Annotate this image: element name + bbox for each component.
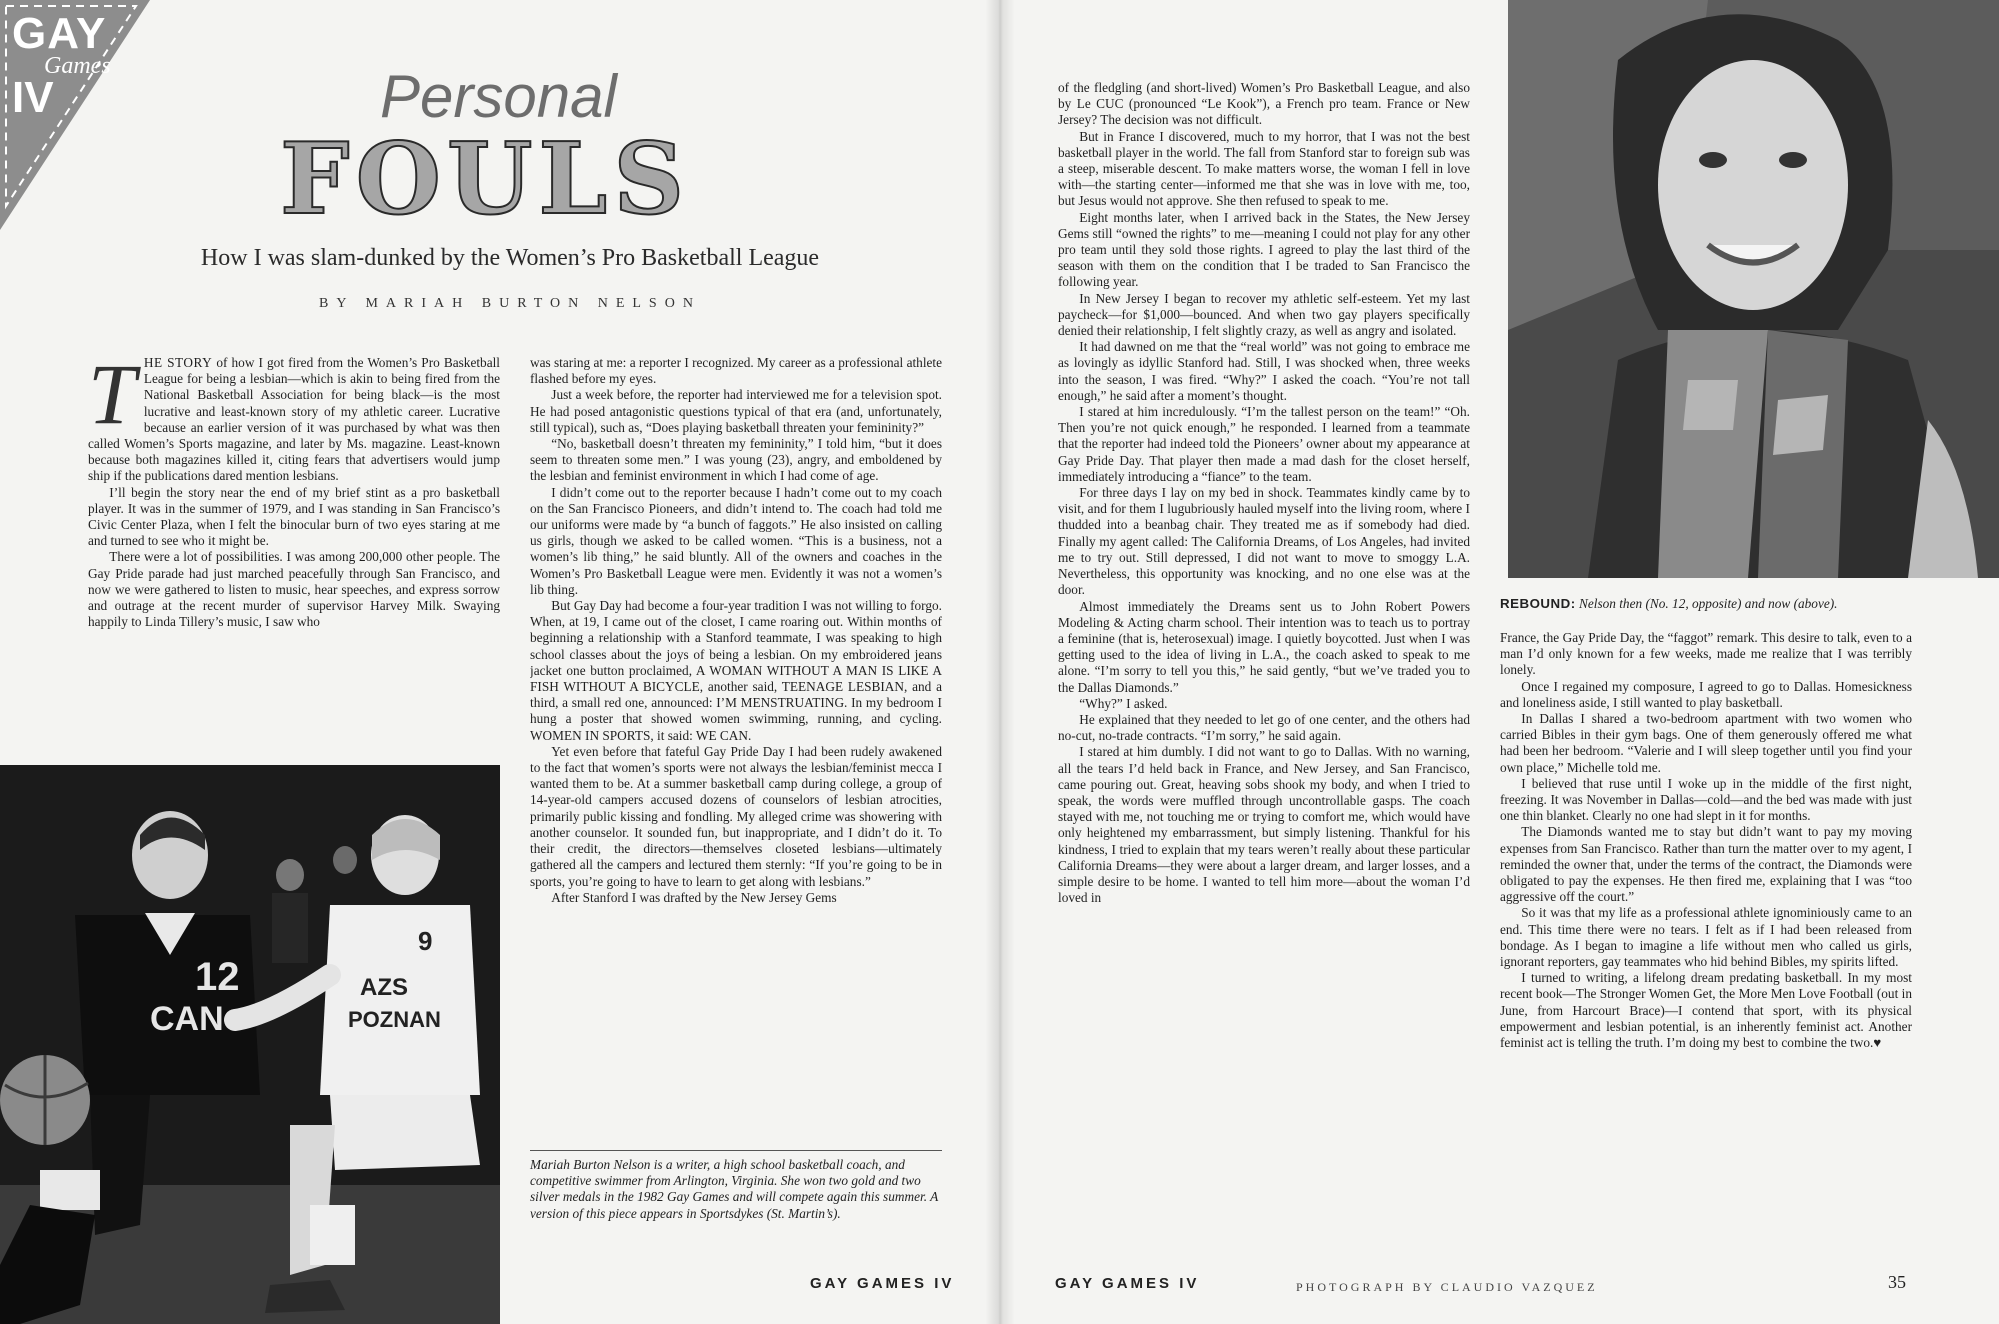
article-paragraph: But Gay Day had become a four-year tradition I was not willing to forgo. When, at 19, I came out of the closet, I came roaring out. Within months of beginning a relationship with a Stanford teammate, I was speaking to high school classes about the joys of being a lesbian. On my embroidered jeans jacket one button proclaimed, A WOMAN WITHOUT A MAN IS LIKE A FISH WITHOUT A BICYCLE, another said, TEENAGE LESBIAN, and a third, a small red one, announced: I’M MENSTRUATING. In my bedroom I hung a poster that showed women swimming, running, and cycling. WOMEN IN SPORTS, it said: WE CAN.: [530, 598, 942, 743]
article-column-3: [1058, 80, 1470, 1240]
article-paragraph: But in France I discovered, much to my horror, that I was not the best basketball player in the world. The fall from Stanford star to foreign sub was a steep, miserable descent. To make matters worse, the woman I fell in love with—the starting center—informed me that she was in love with me, too, but Jesus would not approve. She then refused to speak to me.: [1058, 128, 1470, 209]
light-jersey-number: 9: [418, 926, 433, 956]
article-paragraph: I didn’t come out to the reporter because I hadn’t come out to my coach on the San Francisco Pioneers, and didn’t intend to. The coach had told me our uniforms were made by “a bunch of faggots.” He also insisted on calling us girls, though we asked to be called women. “This is a business, not a women’s lib thing,” he said bluntly. All of the owners and coaches in the Women’s Pro Basketball League were men. Evidently it was not a women’s lib thing.: [530, 484, 942, 597]
article-paragraph: [88, 355, 500, 485]
article-paragraph: The Diamonds wanted me to stay but didn’t want to pay my moving expenses from San Francisco. Rather than turn the matter over to my agent, I reminded the owner that, under the terms of the contract, the Diamonds were obligated to pay the expenses. He then fired me, explaining that I was “too aggressive off the court.”: [1500, 824, 1912, 905]
caption-label: REBOUND:: [1500, 596, 1576, 611]
article-paragraph: of the fledgling (and short-lived) Women’s Pro Basketball League, and also by Le CUC (pronounced “Le Kook”), a French pro team. France or New Jersey? The decision was not difficult.: [1058, 80, 1470, 128]
article-column-2: [530, 355, 942, 1155]
lead-in: HE STORY: [143, 355, 213, 370]
article-paragraph: In Dallas I shared a two-bedroom apartment with two women who carried Bibles in their gym bags. One of them generously offered me what had been her bedroom. “Valerie and I will sleep together until you find your own place,” Michelle told me.: [1500, 711, 1912, 775]
article-paragraph: Eight months later, when I arrived back in the States, the New Jersey Gems still “owned the rights” to me—meaning I could not play for any other pro team until they sold those rights. I agreed to play the last third of the season with them on the condition that I be traded to San Francisco the following year.: [1058, 209, 1470, 290]
footer-left-magazine-name: GAY GAMES IV: [810, 1275, 955, 1292]
article-paragraph: In New Jersey I began to recover my athletic self-esteem. Yet my last paycheck—for $1,000—bounced. And when two gay players specifically denied their relationship, I felt slightly crazy, as well as angry and isolated.: [1058, 290, 1470, 339]
article-paragraph: It had dawned on me that the “real world” was not going to embrace me as lovingly as idyllic Stanford had. Still, I was shocked when, three weeks into the season, I was fired. “Why?” I asked the coach. “You’re not tall enough,” he said after a moment’s thought.: [1058, 339, 1470, 403]
headline-title: FOULS: [280, 122, 691, 237]
light-jersey-text-2: POZNAN: [348, 1007, 441, 1032]
article-paragraph: Once I regained my composure, I agreed to go to Dallas. Homesickness and loneliness aside, I still wanted to play basketball.: [1500, 678, 1912, 710]
article-paragraph: For three days I lay on my bed in shock. Teammates kindly came by to visit, and for them I lugubriously hauled myself into the living room, where I thudded into a beanbag chair. They treated me as if somebody had died. Finally my agent called: The California Dreams, of Los Angeles, had invited me to try out. Still depressed, I did not want to move to smoggy L.A. Nevertheless, this opportunity was knocking, and no one else was at the door.: [1058, 485, 1470, 598]
light-jersey-text-1: AZS: [360, 974, 408, 1001]
dark-jersey-text: CAN: [150, 1000, 224, 1038]
article-paragraph: I stared at him incredulously. “I’m the tallest person on the team!” “Oh. Then you’re not quick enough,” he responded. I learned from a teammate that the reporter had indeed told the Pioneers’ owner about my appearance at Gay Pride Day. That player then made a mad dash for the closet herself, immediately introducing a “fiance” to the team.: [1058, 404, 1470, 484]
article-paragraph: I turned to writing, a lifelong dream predating basketball. In my most recent book—The Stronger Women Get, the More Men Love Football (out in June, from Harcourt Brace)—I contend that sport, with its physical empowerment and lesbian potential, is an inherently feminist act. Another feminist act is telling the truth. I’m doing my best to combine the two.♥: [1500, 970, 1912, 1051]
corner-line-games: Games: [44, 53, 111, 79]
corner-line-gay: GAY: [12, 9, 107, 58]
corner-line-iv: IV: [12, 73, 54, 122]
article-column-1: [88, 355, 500, 755]
page-number: 35: [1888, 1272, 1906, 1292]
drop-cap: T: [88, 355, 136, 442]
footer-right-magazine-name: GAY GAMES IV: [1055, 1275, 1200, 1292]
author-portrait-illustration: [1508, 0, 1999, 578]
corner-label: [12, 9, 111, 122]
lead-paragraph-text: of how I got fired from the Women’s Pro Basketball League for being a lesbian—which is akin to being fired from the National Basketball Association for being black—is the most lucrative and least-known story of my athletic career. Lucrative because an earlier version of it was purchased by what was then called Women’s Sports magazine, and later by Ms. magazine. Least-known because both magazines killed it, citing fears that advertisers would jump ship if the publications dared mention lesbians.: [88, 355, 500, 484]
author-bio: Mariah Burton Nelson is a writer, a high school basketball coach, and competitive swimmer from Arlington, Virginia. She won two gold and two silver medals in the 1982 Gay Games and will compete again this summer. A version of this piece appears in Sportsdykes (St. Martin’s).: [530, 1150, 942, 1222]
page-gutter-shadow: [985, 0, 1015, 1324]
article-paragraph: After Stanford I was drafted by the New Jersey Gems: [551, 889, 837, 905]
article-paragraph: Almost immediately the Dreams sent us to John Robert Powers Modeling & Acting charm school. Their intention was to teach us to portray a feminine (that is, heterosexual) image. I quietly boycotted. Just when I was getting used to the idea of living in L.A., the coach asked to speak to me alone. “I’m sorry to tell you this,” he said gently, “but we’ve traded you to the Dallas Diamonds.”: [1058, 598, 1470, 695]
headline-kicker: Personal: [380, 63, 617, 130]
article-paragraph: There were a lot of possibilities. I was among 200,000 other people. The Gay Pride parade had just marched peacefully through San Francisco, and now we were gathered to listen to music, hear speeches, and express sorrow and outrage at the recent murder of supervisor Harvey Milk. Swaying happily to Linda Tillery’s music, I saw who: [88, 549, 500, 630]
article-paragraph: “Why?” I asked.: [1079, 695, 1168, 711]
article-paragraph: was staring at me: a reporter I recognized. My career as a professional athlete flashed before my eyes.: [530, 355, 942, 387]
article-paragraph: “No, basketball doesn’t threaten my femininity,” I told him, “but it does seem to threaten some men.” I was young (23), angry, and emboldened by the lesbian and feminist environment in which I had come of age.: [530, 436, 942, 484]
byline: BY MARIAH BURTON NELSON: [319, 296, 701, 311]
article-paragraph: So it was that my life as a professional athlete ignominiously came to an end. This time there were no tears. I felt as if I had been released from bondage. As I began to imagine a life without men who called us girls, ignorant reporters, gay teammates who hid behind Bibles, my spirits lifted.: [1500, 905, 1912, 970]
article-paragraph: He explained that they needed to let go of one center, and the others had no-cut, no-trade contracts. “I’m sorry,” he said again.: [1058, 711, 1470, 744]
article-paragraph: I’ll begin the story near the end of my brief stint as a pro basketball player. It was in the summer of 1979, and I was standing in San Francisco’s Civic Center Plaza, when I felt the binocular burn of two eyes staring at me and turned to see who it might be.: [88, 484, 500, 549]
article-paragraph: I stared at him dumbly. I did not want to go to Dallas. With no warning, all the tears I’d held back in France, and New Jersey, and San Francisco, came pouring out. Great, heaving sobs shook my body, and when I tried to speak, the words were muffled through uncontrollable gasps. The coach stayed with me, not touching me or trying to comfort me, which would have only heightened my embarrassment, but simply listening. Thankful for his kindness, I tried to explain that my tears weren’t really about these particular California Dreams—they were about a larger dream, and larger losses, and a simple desire to be home. I wanted to tell him more—about the woman I’d loved in: [1058, 744, 1470, 906]
photo-caption: [1500, 596, 1980, 612]
article-paragraph: Just a week before, the reporter had interviewed me for a television spot. He had posed antagonistic questions typical of that era (and, unfortunately, still typical), such as, “Does playing basketball threaten your femininity?”: [530, 387, 942, 435]
author-portrait-photo: [1508, 0, 1999, 578]
basketball-game-photo: [0, 765, 500, 1324]
headline-deck: How I was slam-dunked by the Women’s Pro Basketball League: [200, 245, 820, 271]
caption-text: Nelson then (No. 12, opposite) and now (above).: [1575, 596, 1838, 611]
dark-jersey-number: 12: [195, 955, 240, 999]
basketball-game-illustration: [0, 765, 500, 1324]
corner-badge: [0, 0, 150, 230]
article-column-4: [1500, 630, 1912, 1230]
article-paragraph: Yet even before that fateful Gay Pride Day I had been rudely awakened to the fact that women’s sports were not always the lesbian/feminist mecca I wanted them to be. At a summer basketball camp during college, a group of 14-year-old campers accused dozens of counselors of lesbian atrocities, primarily public kissing and fondling. My alleged crime was showering with another counselor. It sounded fun, but inappropriate, and I didn’t do it. To their credit, the directors—themselves closeted lesbians—ultimately gathered all the campers and lectured them sternly: “If you’re going to be in sports, you’re going to have to learn to get along with lesbians.”: [530, 743, 942, 889]
article-paragraph: I believed that ruse until I woke up in the middle of the first night, freezing. It was November in Dallas—cold—and the bed was made with just one thin blanket. Clearly no one had slept in it for months.: [1500, 775, 1912, 824]
photo-credit: PHOTOGRAPH BY CLAUDIO VAZQUEZ: [1296, 1280, 1598, 1294]
article-paragraph: France, the Gay Pride Day, the “faggot” remark. This desire to talk, even to a man I’d only known for a few weeks, made me realize that I was terribly lonely.: [1500, 630, 1912, 678]
